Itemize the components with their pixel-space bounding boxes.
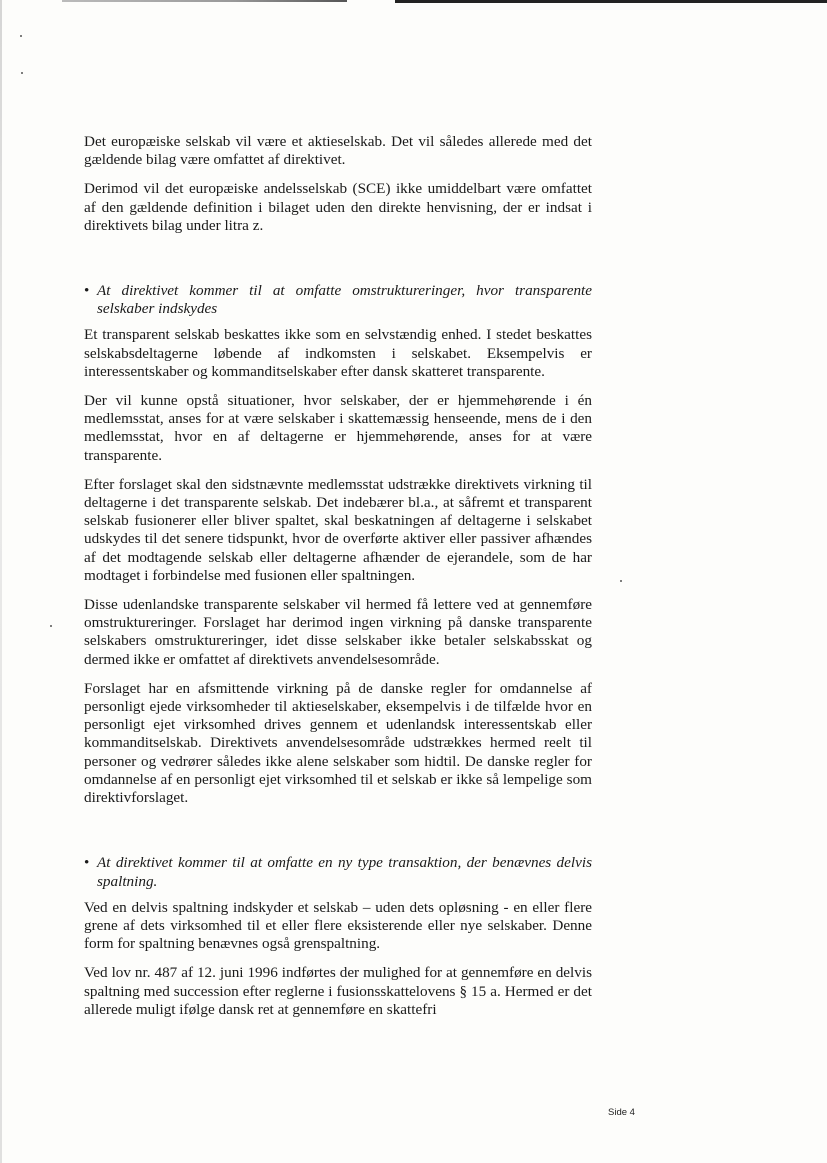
body-paragraph: Ved en delvis spaltning indskyder et selskab – uden dets opløsning - en eller flere grene af dets virksomhed til et eller flere eksisterende eller nye selskaber. Denne form for spaltning benævnes også grenspaltning. xyxy=(84,898,592,953)
scan-artifact-line xyxy=(395,0,827,3)
bullet-icon: • xyxy=(84,282,90,300)
section-heading-text: At direktivet kommer til at omfatte omstruktureringer, hvor transparente selskaber indskydes xyxy=(97,282,592,318)
scan-speck xyxy=(21,72,23,74)
body-paragraph: Der vil kunne opstå situationer, hvor selskaber, der er hjemmehørende i én medlemsstat, anses for at være selskaber i skattemæssig henseende, mens de i den medlemsstat, hvor en af deltagerne er hjemmehørende, anses for at være transparente. xyxy=(84,392,592,464)
body-paragraph: Derimod vil det europæiske andelsselskab (SCE) ikke umiddelbart være omfattet af den gældende definition i bilaget uden den direkte henvisning, der er indsat i direktivets bilag under litra z. xyxy=(84,180,592,234)
scan-speck xyxy=(20,35,22,37)
scan-edge xyxy=(0,0,2,1163)
document-body xyxy=(84,133,592,1030)
page-number: Side 4 xyxy=(608,1107,635,1118)
scan-speck xyxy=(620,580,622,582)
bullet-icon: • xyxy=(84,854,90,872)
body-paragraph: Et transparent selskab beskattes ikke som en selvstændig enhed. I stedet beskattes selskabsdeltagerne løbende af indkomsten i selskabet. Eksempelvis er interessentskaber og kommanditselskaber efter dansk skatteret transparente. xyxy=(84,326,592,380)
body-paragraph: Det europæiske selskab vil være et aktieselskab. Det vil således allerede med det gældende bilag være omfattet af direktivet. xyxy=(84,133,592,169)
section-heading xyxy=(84,854,592,890)
scan-speck xyxy=(50,625,52,627)
section-heading-text: At direktivet kommer til at omfatte en ny type transaktion, der benævnes delvis spaltning. xyxy=(97,854,592,890)
body-paragraph: Efter forslaget skal den sidstnævnte medlemsstat udstrække direktivets virkning til deltagerne i det transparente selskab. Det indebærer bl.a., at såfremt et transparent selskab fusionerer eller bliver spaltet, skal beskatningen af deltagerne i selskabet udskydes til det senere tidspunkt, hvor de overførte aktiver eller passiver afhændes af det modtagende selskab eller deltagerne afhænder de ejerandele, som de har modtaget i forbindelse med fusionen eller spaltningen. xyxy=(84,475,592,584)
body-paragraph: Disse udenlandske transparente selskaber vil hermed få lettere ved at gennemføre omstruktureringer. Forslaget har derimod ingen virkning på danske transparente selskabers omstruktureringer, idet disse selskaber ikke betaler selskabsskat og dermed ikke er omfattet af direktivets anvendelsesområde. xyxy=(84,596,592,668)
body-paragraph: Ved lov nr. 487 af 12. juni 1996 indførtes der mulighed for at gennemføre en delvis spaltning med succession efter reglerne i fusionsskattelovens § 15 a. Hermed er det allerede muligt ifølge dansk ret at gennemføre en skattefri xyxy=(84,964,592,1018)
body-paragraph: Forslaget har en afsmittende virkning på de danske regler for omdannelse af personligt ejede virksomheder til aktieselskaber, eksempelvis i de tilfælde hvor en personligt ejet virksomhed drives gennem et udenlandsk interessentskab eller kommanditselskab. Direktivets anvendelsesområde udstrækkes hermed reelt til personer og vedrører således ikke alene selskaber som hidtil. De danske regler for omdannelse af en personligt ejet virksomhed til et selskab er ikke så lempelige som direktivforslaget. xyxy=(84,679,592,807)
section-heading xyxy=(84,282,592,318)
scan-artifact-line xyxy=(62,0,347,2)
